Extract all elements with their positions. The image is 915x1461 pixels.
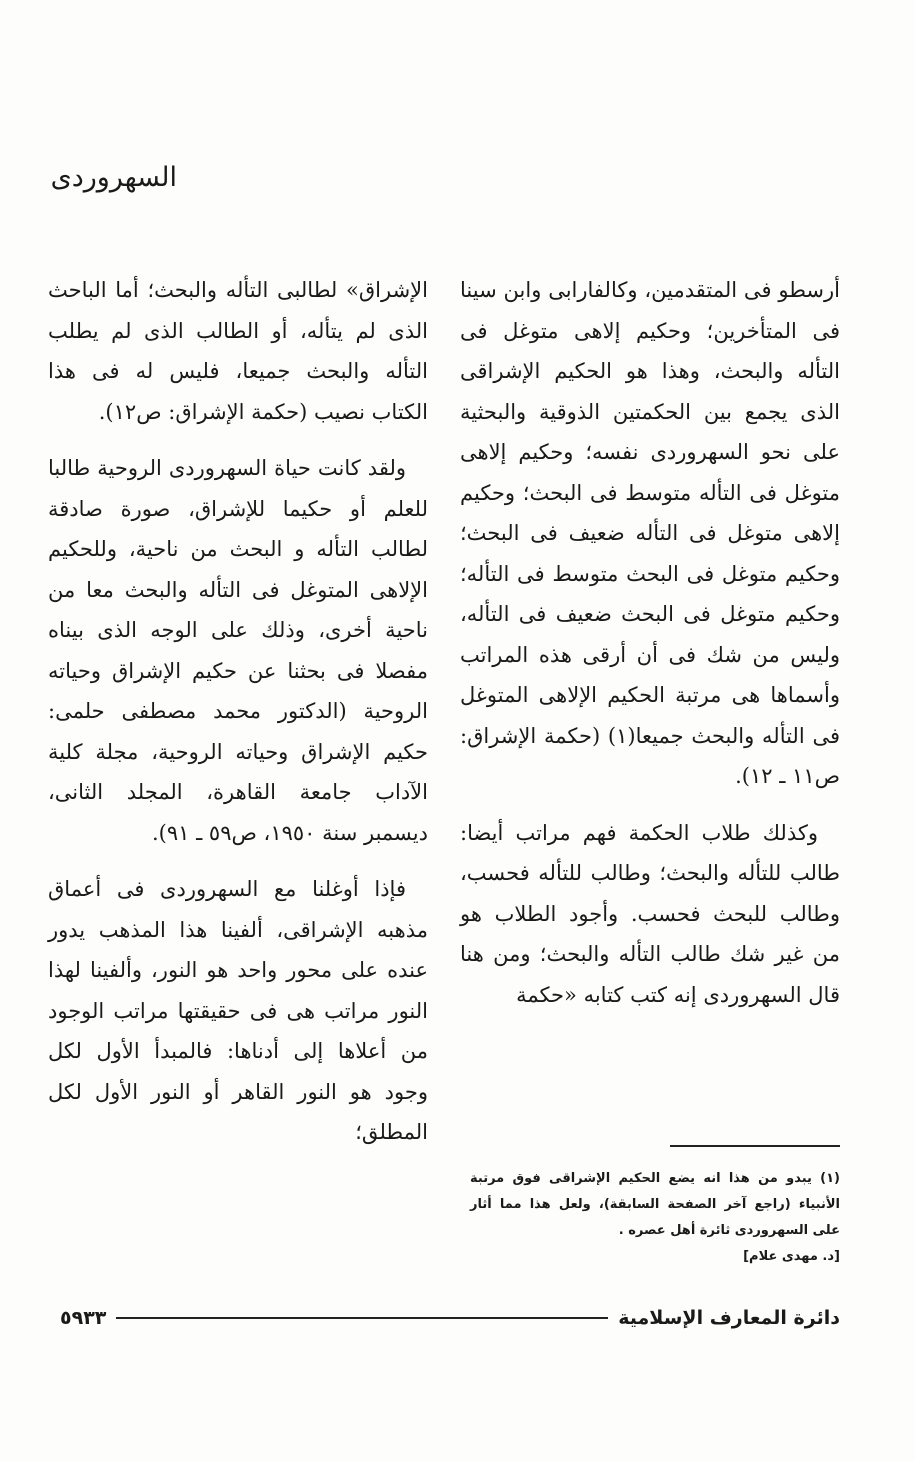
paragraph: فإذا أوغلنا مع السهروردى فى أعماق مذهبه الإشراقى، ألفينا هذا المذهب يدور عنده على محور واحد هو النور، وألفينا لهذا النور مراتب هى فى حقيقتها مراتب الوجود من أعلاها إلى أدناها: فالمبدأ الأول لكل وجود هو النور القاهر أو النور الأول لكل المطلق؛ [48, 877, 428, 1144]
page-footer [60, 1296, 840, 1340]
footnote-text: (١) يبدو من هذا انه يضع الحكيم الإشراقى فوق مرتبة الأنبياء (راجع آخر الصفحة السابقة)، ولعل هذا مما أثار على السهروردى ثائرة أهل عصره . [470, 1171, 840, 1238]
page-number: ٥٩٣٣ [60, 1307, 107, 1329]
paragraph: الإشراق» لطالبى التأله والبحث؛ أما الباحث الذى لم يتأله، أو الطالب الذى لم يطلب التأله والبحث جميعا، فليس له فى هذا الكتاب نصيب (حكمة الإشراق: ص١٢). [48, 278, 428, 424]
footer-divider [116, 1317, 608, 1319]
footnote [470, 1166, 840, 1270]
running-header: السهروردى [50, 162, 177, 193]
paragraph: أرسطو فى المتقدمين، وكالفارابى وابن سينا فى المتأخرين؛ وحكيم إلاهى متوغل فى التأله والبحث، وهذا هو الحكيم الإشراقى الذى يجمع بين الحكمتين الذوقية والبحثية على نحو السهروردى نفسه؛ وحكيم إلاهى متوغل فى التأله متوسط فى البحث؛ وحكيم إلاهى متوغل فى التأله ضعيف فى البحث؛ وحكيم متوغل فى البحث متوسط فى التأله؛ وحكيم متوغل فى البحث ضعيف فى التأله، وليس من شك فى أن أرقى هذه المراتب وأسماها هى مرتبة الحكيم الإلاهى المتوغل فى التأله والبحث جميعا(١) (حكمة الإشراق: ص١١ ـ ١٢). [460, 278, 840, 788]
paragraph: وكذلك طلاب الحكمة فهم مراتب أيضا: طالب للتأله والبحث؛ وطالب للتأله فحسب، وطالب للبحث فحسب. وأجود الطلاب هو من غير شك طالب التأله والبحث؛ ومن هنا قال السهروردى إنه كتب كتابه «حكمة [460, 820, 840, 1007]
text-column-left [48, 270, 428, 1169]
footer-title: دائرة المعارف الإسلامية [618, 1307, 840, 1329]
paragraph: ولقد كانت حياة السهروردى الروحية طالبا للعلم أو حكيما للإشراق، صورة صادقة لطالب التأله و البحث من ناحية، وللحكيم الإلاهى المتوغل فى التأله والبحث معا من ناحية أخرى، وذلك على الوجه الذى بيناه مفصلا فى بحثنا عن حكيم الإشراق وحياته الروحية (الدكتور محمد مصطفى حلمى: حكيم الإشراق وحياته الروحية، مجلة كلية الآداب جامعة القاهرة، المجلد الثانى، ديسمبر سنة ١٩٥٠، ص٥٩ ـ ٩١). [48, 456, 428, 845]
footnote-divider [670, 1145, 840, 1147]
footnote-signature: [د. مهدى علام] [743, 1249, 840, 1264]
text-column-right [460, 270, 840, 1031]
